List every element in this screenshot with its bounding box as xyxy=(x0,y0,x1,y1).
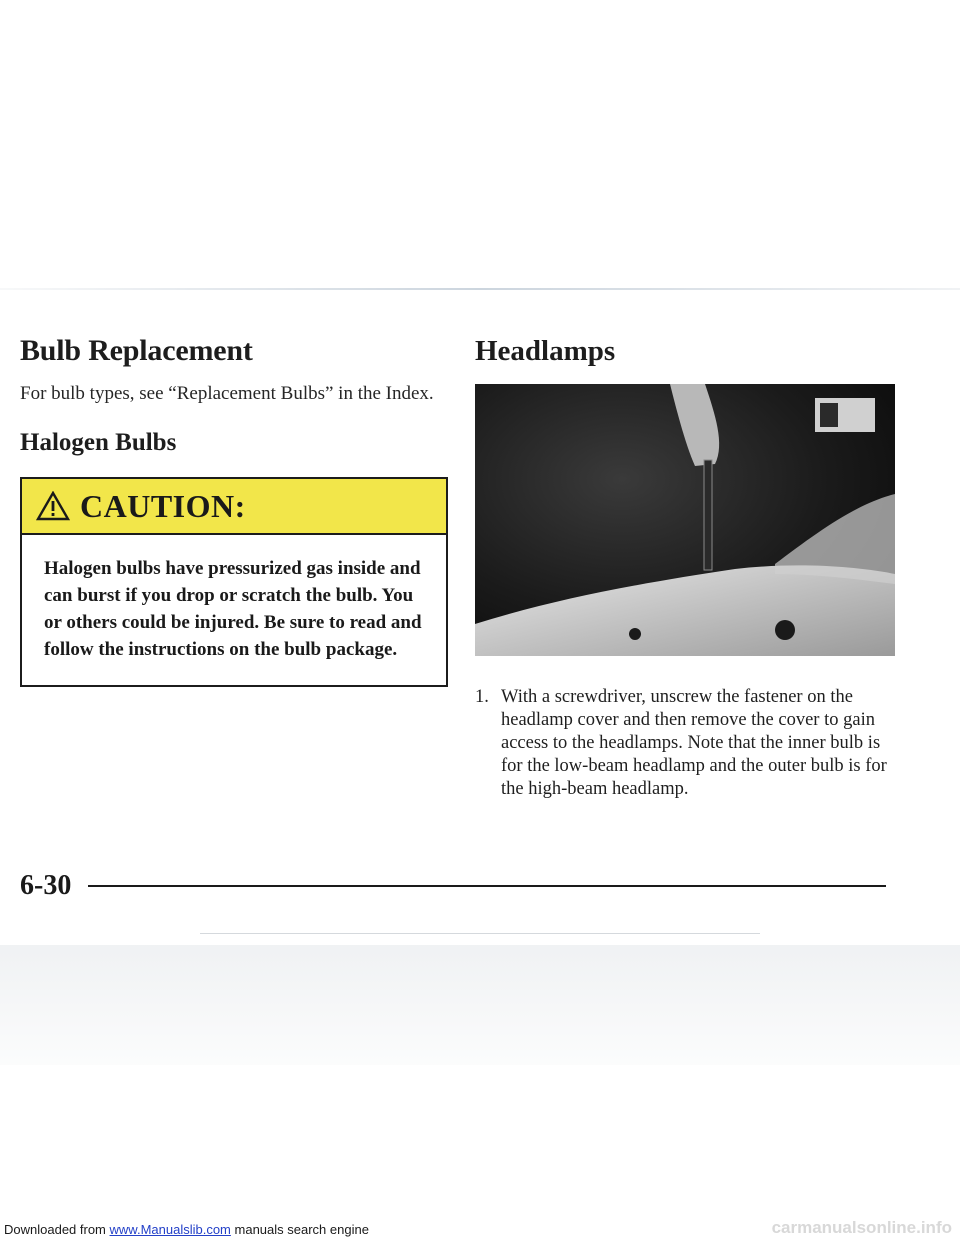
right-column xyxy=(475,334,895,801)
halogen-subtitle: Halogen Bulbs xyxy=(20,429,177,456)
step-number: 1. xyxy=(475,687,489,707)
page-number: 6-30 xyxy=(20,870,72,901)
left-column xyxy=(20,334,450,687)
footer-rule xyxy=(88,885,886,887)
warning-triangle-icon xyxy=(36,491,70,521)
watermark: carmanualsonline.info xyxy=(771,1218,952,1237)
banner-suffix: manuals search engine xyxy=(234,1222,369,1237)
caution-body: Halogen bulbs have pressurized gas inside and can burst if you drop or scratch the bulb. You or others could be injured. Be sure to read and follow the instructions on the bulb package. xyxy=(44,558,422,660)
scan-shadow-band xyxy=(0,945,960,1065)
intro-text: For bulb types, see “Replacement Bulbs” in the Index. xyxy=(20,383,434,404)
caution-label: CAUTION: xyxy=(80,487,246,524)
manualslib-link[interactable]: www.Manualslib.com xyxy=(109,1222,231,1237)
step-text: With a screwdriver, unscrew the fastener on the headlamp cover and then remove the cover to gain access to the headlamps. Note that the inner bulb is for the low-beam headlamp and the outer bulb is for the high-beam headlamp. xyxy=(501,687,887,799)
banner-prefix: Downloaded from xyxy=(4,1222,106,1237)
section-title: Bulb Replacement xyxy=(20,334,253,367)
headlamps-title: Headlamps xyxy=(475,335,616,367)
caution-box xyxy=(20,477,448,687)
headlamp-photo xyxy=(475,384,895,656)
top-scan-rule xyxy=(0,288,960,290)
caution-header xyxy=(22,479,446,535)
scan-line xyxy=(200,933,760,934)
step-1 xyxy=(475,686,895,801)
download-banner xyxy=(4,1222,369,1237)
